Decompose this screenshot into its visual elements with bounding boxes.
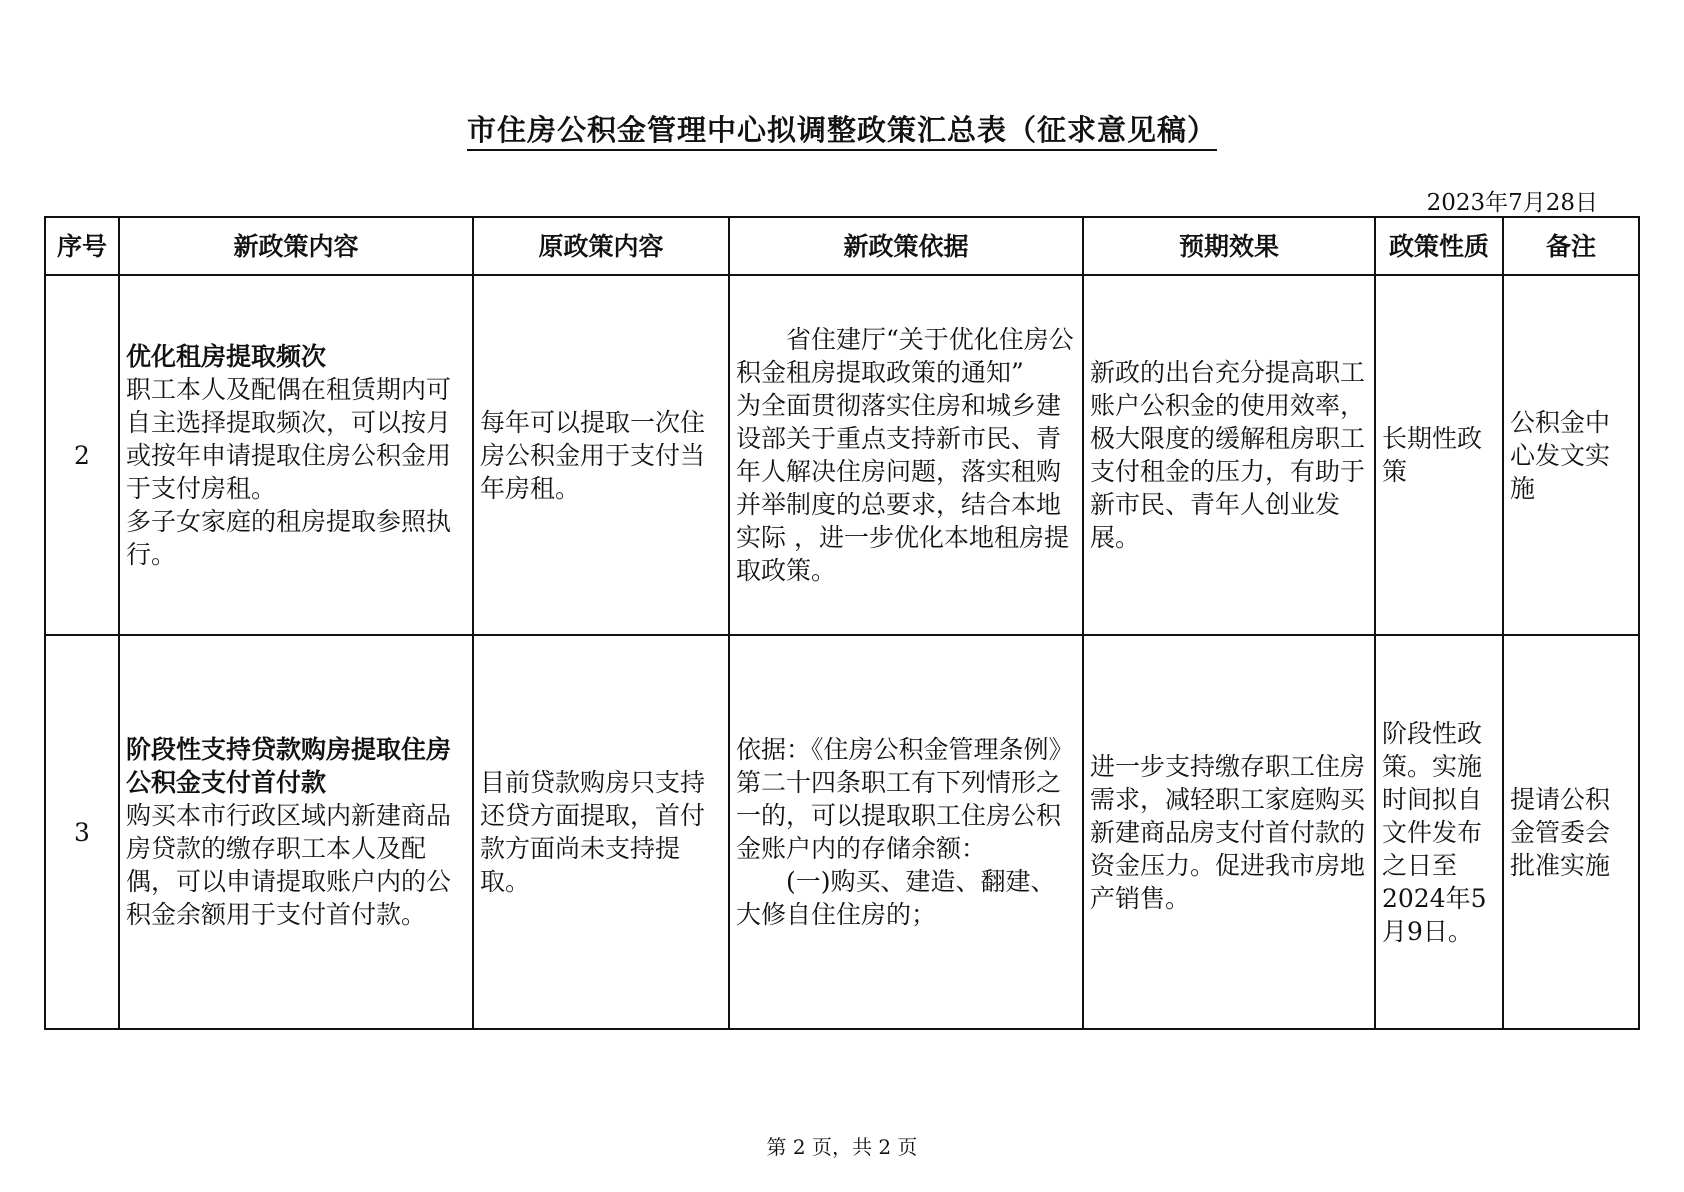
remark-cell: 公积金中心发文实施 <box>1503 275 1639 635</box>
basis-text-1: 依据：《住房公积金管理条例》第二十四条职工有下列情形之一的，可以提取职工住房公积金账户内的存储余额： <box>736 735 1074 863</box>
header-nature: 政策性质 <box>1375 217 1503 275</box>
document-title <box>0 108 1684 149</box>
new-policy-title: 优化租房提取频次 <box>126 341 327 371</box>
basis-text-1: 省住建厅“关于优化住房公积金租房提取政策的通知” <box>736 325 1074 387</box>
document-date: 2023年7月28日 <box>1426 190 1598 216</box>
original-policy-cell: 目前贷款购房只支持还贷方面提取，首付款方面尚未支持提取。 <box>473 635 729 1029</box>
basis-text-2: (一)购买、建造、翻建、大修自住住房的； <box>736 867 1056 929</box>
nature-cell: 长期性政策 <box>1375 275 1503 635</box>
new-policy-body: 职工本人及配偶在租赁期内可自主选择提取频次，可以按月或按年申请提取住房公积金用于支付房租。 <box>126 374 452 503</box>
header-original-policy: 原政策内容 <box>473 217 729 275</box>
new-policy-cell <box>119 635 473 1029</box>
new-policy-body-extra: 多子女家庭的租房提取参照执行。 <box>126 506 452 569</box>
page-footer: 第 2 页，共 2 页 <box>766 1135 918 1159</box>
new-policy-body: 购买本市行政区域内新建商品房贷款的缴存职工本人及配偶，可以申请提取账户内的公积金余额用于支付首付款。 <box>126 801 452 929</box>
header-new-policy: 新政策内容 <box>119 217 473 275</box>
row-number: 2 <box>45 275 119 635</box>
basis-cell <box>729 275 1083 635</box>
header-effect: 预期效果 <box>1083 217 1375 275</box>
table-header-row <box>45 217 1639 275</box>
table-row <box>45 635 1639 1029</box>
header-basis: 新政策依据 <box>729 217 1083 275</box>
basis-cell <box>729 635 1083 1029</box>
header-no: 序号 <box>45 217 119 275</box>
original-policy-cell: 每年可以提取一次住房公积金用于支付当年房租。 <box>473 275 729 635</box>
effect-cell: 进一步支持缴存职工住房需求，减轻职工家庭购买新建商品房支付首付款的资金压力。促进我市房地产销售。 <box>1083 635 1375 1029</box>
policy-table <box>44 216 1640 1030</box>
remark-cell: 提请公积金管委会批准实施 <box>1503 635 1639 1029</box>
nature-cell: 阶段性政策。实施时间拟自文件发布之日至2024年5月9日。 <box>1375 635 1503 1029</box>
basis-text-2: 为全面贯彻落实住房和城乡建设部关于重点支持新市民、青年人解决住房问题，落实租购并举制度的总要求，结合本地实际 ，进一步优化本地租房提取政策。 <box>736 391 1069 585</box>
document-title-text: 市住房公积金管理中心拟调整政策汇总表（征求意见稿） <box>467 113 1217 151</box>
effect-cell: 新政的出台充分提高职工账户公积金的使用效率，极大限度的缓解租房职工支付租金的压力，有助于新市民、青年人创业发展。 <box>1083 275 1375 635</box>
new-policy-cell <box>119 275 473 635</box>
header-remark: 备注 <box>1503 217 1639 275</box>
new-policy-title: 阶段性支持贷款购房提取住房公积金支付首付款 <box>126 735 452 797</box>
row-number: 3 <box>45 635 119 1029</box>
table-row <box>45 275 1639 635</box>
